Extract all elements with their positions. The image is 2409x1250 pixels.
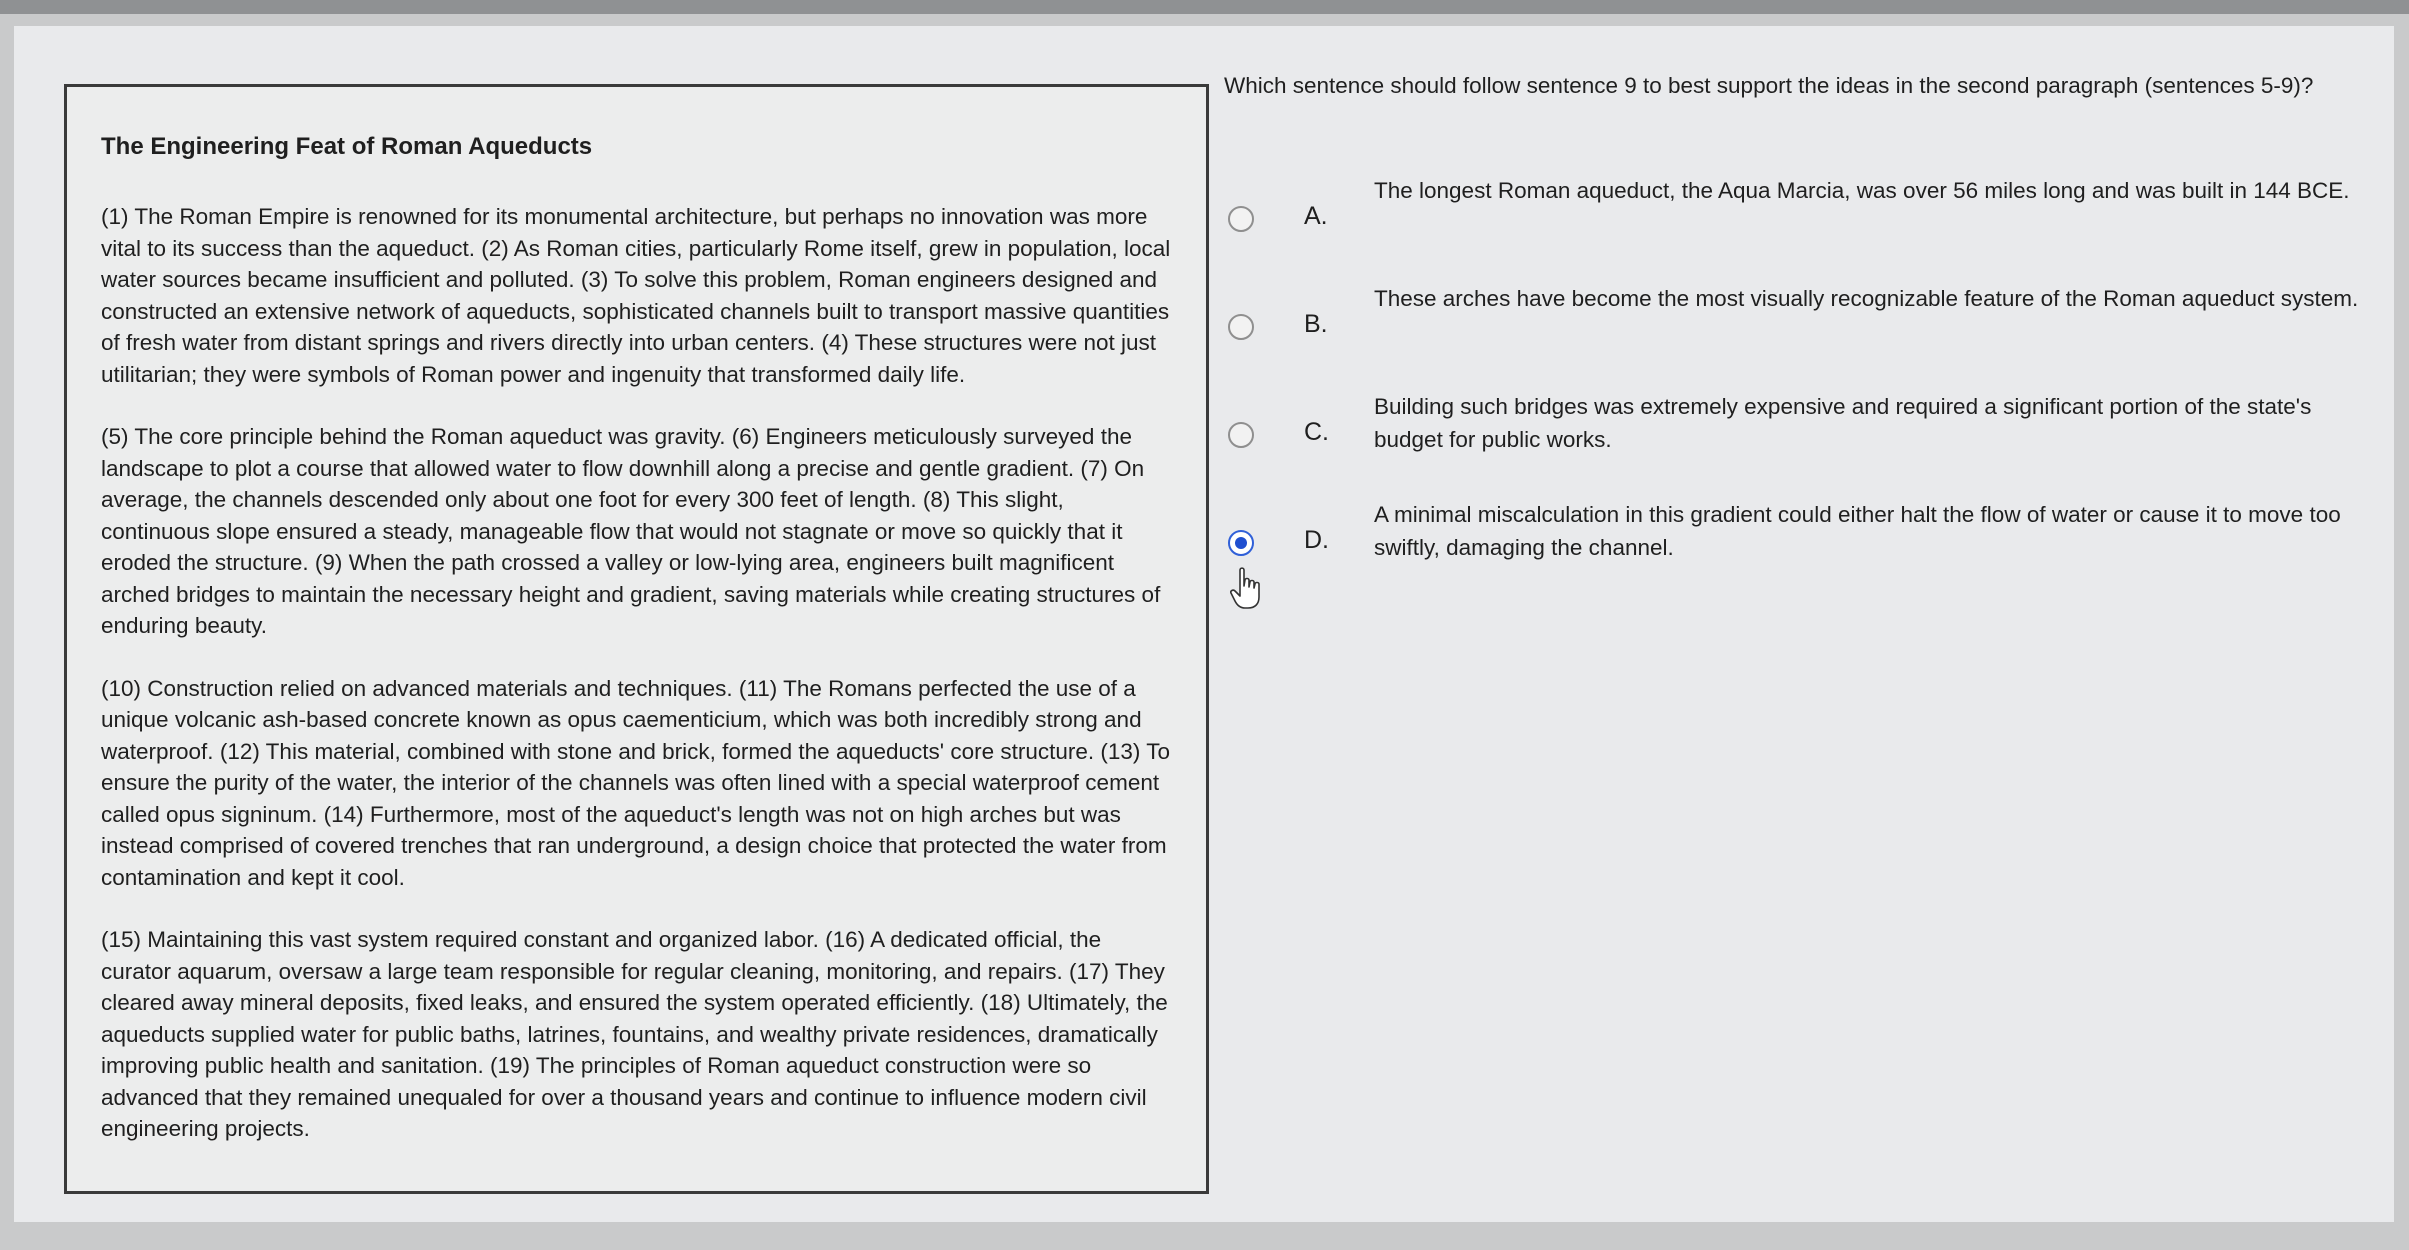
sentence-1: (1) The Roman Empire is renowned for its monumental architecture, but perhaps no innovation was more vital to its success than the aqueduct. xyxy=(101,204,1148,261)
sentence-5: (5) The core principle behind the Roman aqueduct was gravity. xyxy=(101,424,726,449)
hand-pointer-icon xyxy=(1230,566,1264,610)
option-d-letter: D. xyxy=(1304,526,1329,554)
option-d[interactable] xyxy=(1224,498,2364,606)
passage-paragraph-4 xyxy=(101,924,1172,1145)
passage-paragraph-1 xyxy=(101,201,1172,390)
passage-title: The Engineering Feat of Roman Aqueducts xyxy=(101,133,593,160)
sentence-16: (16) A dedicated official, the curator aquarum, oversaw a large team responsible for regular cleaning, monitoring, and repairs. xyxy=(101,927,1102,984)
sentence-13: (13) To ensure the purity of the water, the interior of the channels was often lined with a special waterproof cement called opus signinum. xyxy=(101,738,1171,827)
sentence-3: (3) To solve this problem, Roman engineers designed and constructed an extensive network of aqueducts, sophisticated channels built to transport massive quantities of fresh water from distant springs and rivers directly into urban centers. xyxy=(101,267,1170,355)
option-a-text[interactable]: The longest Roman aqueduct, the Aqua Marcia, was over 56 miles long and was built in 144 BCE. xyxy=(1374,178,2350,203)
answer-options xyxy=(1224,174,2364,606)
sentence-4: (4) These structures were not just utilitarian; they were symbols of Roman power and ingenuity that transformed daily life. xyxy=(101,330,1157,387)
sentence-8: (8) This slight, continuous slope ensured a steady, manageable flow that would not stagnate or move so quickly that it eroded the structure. xyxy=(101,487,1123,575)
sentence-6: (6) Engineers meticulously surveyed the landscape to plot a course that allowed water to flow downhill along a precise and gentle gradient. xyxy=(101,424,1132,481)
sentence-7: (7) On average, the channels descended only about one foot for every 300 feet of length. xyxy=(101,455,1145,512)
option-c[interactable] xyxy=(1224,390,2364,498)
option-a[interactable] xyxy=(1224,174,2364,282)
radio-button-d-selected[interactable] xyxy=(1228,530,1254,556)
question-prompt: Which sentence should follow sentence 9 to best support the ideas in the second paragraph (sentences 5-9)? xyxy=(1224,73,2314,98)
sentence-17: (17) They cleared away mineral deposits, fixed leaks, and ensured the system operated efficiently. xyxy=(101,958,1165,1015)
sentence-2: (2) As Roman cities, particularly Rome itself, grew in population, local water sources became insufficient and polluted. xyxy=(101,235,1171,292)
option-c-text[interactable]: Building such bridges was extremely expensive and required a significant portion of the state's budget for public works. xyxy=(1374,394,2312,452)
option-a-letter: A. xyxy=(1304,202,1328,230)
radio-button-b[interactable] xyxy=(1228,314,1254,340)
sentence-14: (14) Furthermore, most of the aqueduct's length was not on high arches but was instead comprised of covered trenches that ran underground, a design choice that protected the water from contamination and kept it cool. xyxy=(101,801,1167,890)
option-c-letter: C. xyxy=(1304,418,1329,446)
option-b[interactable] xyxy=(1224,282,2364,390)
radio-button-a[interactable] xyxy=(1228,206,1254,232)
sentence-19: (19) The principles of Roman aqueduct construction were so advanced that they remained unequaled for over a thousand years and continue to influence modern civil engineering projects. xyxy=(101,1053,1147,1141)
sentence-9: (9) When the path crossed a valley or low-lying area, engineers built magnificent arched bridges to maintain the necessary height and gradient, saving materials while creating structures of enduring beauty. xyxy=(101,550,1161,638)
question-screen xyxy=(14,26,2394,1222)
top-bar xyxy=(0,0,2409,14)
sentence-10: (10) Construction relied on advanced materials and techniques. xyxy=(101,675,733,701)
option-d-text[interactable]: A minimal miscalculation in this gradient could either halt the flow of water or cause it to move too swiftly, damaging the channel. xyxy=(1374,502,2341,560)
sentence-11: (11) The Romans perfected the use of a unique volcanic ash-based concrete known as opus caementicium, which was both incredibly strong and waterproof. xyxy=(101,675,1142,764)
radio-button-c[interactable] xyxy=(1228,422,1254,448)
passage-paragraph-3 xyxy=(101,673,1172,894)
sentence-18: (18) Ultimately, the aqueducts supplied water for public baths, latrines, fountains, and wealthy private residences, dramatically improving public health and sanitation. xyxy=(101,990,1168,1078)
reading-passage-panel xyxy=(64,84,1209,1194)
passage-paragraph-2 xyxy=(101,421,1172,642)
sentence-12: (12) This material, combined with stone and brick, formed the aqueducts' core structure. xyxy=(219,738,1095,764)
option-b-letter: B. xyxy=(1304,310,1328,338)
sentence-15: (15) Maintaining this vast system required constant and organized labor. xyxy=(101,927,819,952)
option-b-text[interactable]: These arches have become the most visually recognizable feature of the Roman aqueduct system. xyxy=(1374,286,2359,311)
